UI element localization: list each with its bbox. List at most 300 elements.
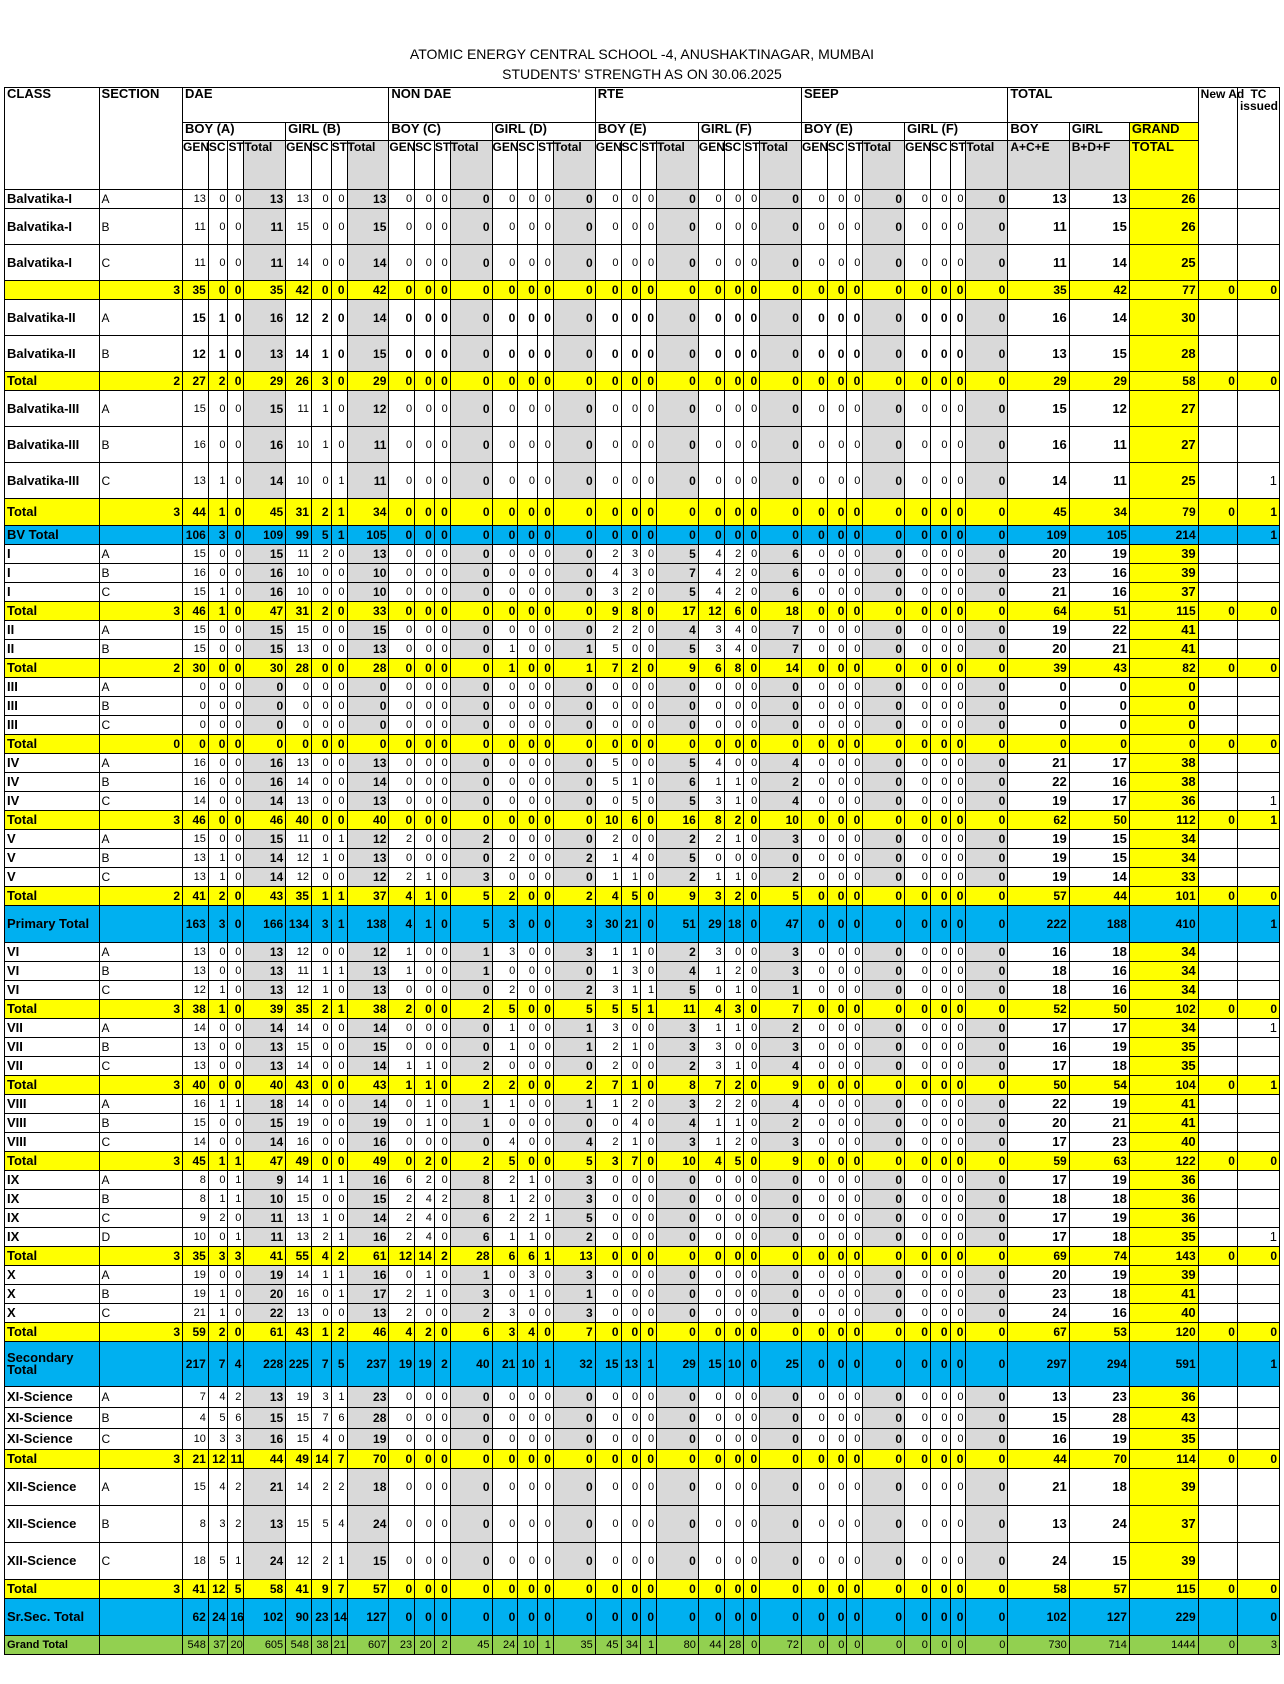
value-cell: 5: [657, 583, 699, 602]
value-cell: 102: [1129, 1000, 1198, 1019]
value-cell: 1: [724, 1057, 744, 1076]
value-cell: 0: [966, 1469, 1008, 1506]
value-cell: 0: [1069, 678, 1129, 697]
value-cell: 2: [450, 1152, 492, 1171]
value-cell: 35: [286, 1000, 312, 1019]
value-cell: 0: [621, 427, 641, 463]
table-row: [5, 545, 1280, 564]
value-cell: 2: [760, 1019, 802, 1038]
value-cell: 1: [208, 1095, 228, 1114]
value-cell: 17: [1008, 1133, 1069, 1152]
value-cell: 0: [537, 1266, 553, 1285]
value-cell: 0: [228, 1000, 244, 1019]
value-cell: 5: [657, 849, 699, 868]
value-cell: 0: [827, 1387, 847, 1408]
value-cell: 16: [183, 773, 209, 792]
value-cell: 0: [641, 962, 657, 981]
value-cell: 8: [724, 659, 744, 678]
value-cell: 0: [905, 1285, 931, 1304]
value-cell: 0: [657, 300, 699, 336]
value-cell: 12: [208, 1580, 228, 1599]
value-cell: 237: [347, 1342, 389, 1387]
value-cell: 0: [434, 526, 450, 545]
value-cell: 1: [331, 1387, 347, 1408]
value-cell: 122: [1129, 1152, 1198, 1171]
value-cell: 0: [641, 1019, 657, 1038]
value-cell: 2: [724, 811, 744, 830]
value-cell: 50: [1008, 1076, 1069, 1095]
value-cell: 34: [1129, 981, 1198, 1000]
value-cell: 0: [537, 621, 553, 640]
value-cell: 0: [450, 463, 492, 499]
value-cell: 1: [492, 1038, 518, 1057]
value-cell: 0: [657, 1469, 699, 1506]
value-cell: 16: [244, 427, 286, 463]
value-cell: 0: [827, 1636, 847, 1655]
value-cell: 11: [347, 427, 389, 463]
table-row: [5, 830, 1280, 849]
value-cell: 0: [863, 1387, 905, 1408]
value-cell: 19: [183, 1266, 209, 1285]
value-cell: 0: [434, 887, 450, 906]
value-cell: 11: [228, 1450, 244, 1469]
value-cell: 0: [744, 697, 760, 716]
value-cell: 0: [537, 1190, 553, 1209]
value-cell: 13: [1008, 336, 1069, 372]
value-cell: 0: [415, 300, 435, 336]
value-cell: 1: [724, 1019, 744, 1038]
value-cell: 3: [724, 1000, 744, 1019]
value-cell: 12: [183, 981, 209, 1000]
value-cell: 0: [698, 1247, 724, 1266]
value-cell: 0: [492, 463, 518, 499]
value-cell: 12: [286, 849, 312, 868]
subtotal-row: [5, 1000, 1280, 1019]
value-cell: 0: [492, 1543, 518, 1580]
value-cell: 2: [724, 962, 744, 981]
value-cell: 8: [183, 1190, 209, 1209]
value-cell: [1198, 1342, 1237, 1387]
value-cell: 1: [1237, 792, 1279, 811]
value-cell: 0: [621, 463, 641, 499]
value-cell: 2: [553, 887, 595, 906]
value-cell: 0: [863, 1636, 905, 1655]
value-cell: 0: [827, 1057, 847, 1076]
value-cell: 0: [553, 372, 595, 391]
value-cell: 0: [966, 621, 1008, 640]
value-cell: 21: [244, 1469, 286, 1506]
value-cell: 21: [183, 1450, 209, 1469]
value-cell: 72: [760, 1636, 802, 1655]
value-cell: 0: [641, 906, 657, 943]
value-cell: 1: [621, 1133, 641, 1152]
value-cell: 0: [641, 735, 657, 754]
value-cell: 0: [657, 427, 699, 463]
value-cell: 0: [827, 1000, 847, 1019]
value-cell: 15: [244, 1408, 286, 1429]
value-cell: 13: [1008, 190, 1069, 209]
value-cell: 2: [492, 849, 518, 868]
value-cell: 0: [724, 209, 744, 245]
value-cell: [1237, 621, 1279, 640]
value-cell: 0: [518, 1152, 538, 1171]
value-cell: 0: [801, 735, 827, 754]
value-cell: 0: [801, 1599, 827, 1636]
value-cell: 22: [1008, 1095, 1069, 1114]
value-cell: 0: [950, 427, 966, 463]
value-cell: 0: [760, 526, 802, 545]
value-cell: 19: [1008, 868, 1069, 887]
section-cell: A: [99, 190, 183, 209]
value-cell: 0: [905, 1429, 931, 1450]
value-cell: 0: [389, 209, 415, 245]
value-cell: 0: [950, 830, 966, 849]
value-cell: 0: [966, 906, 1008, 943]
value-cell: 0: [492, 602, 518, 621]
value-cell: 12: [347, 830, 389, 849]
value-cell: 1: [389, 943, 415, 962]
value-cell: 0: [950, 463, 966, 499]
value-cell: 0: [518, 602, 538, 621]
value-cell: 1: [553, 1019, 595, 1038]
value-cell: 0: [553, 1114, 595, 1133]
value-cell: 16: [244, 1429, 286, 1450]
value-cell: 0: [966, 1506, 1008, 1543]
value-cell: 25: [1129, 463, 1198, 499]
value-cell: 0: [641, 1285, 657, 1304]
value-cell: 3: [621, 564, 641, 583]
value-cell: 6: [760, 583, 802, 602]
value-cell: 3: [553, 943, 595, 962]
value-cell: 0: [553, 391, 595, 427]
value-cell: 0: [537, 499, 553, 526]
value-cell: 0: [415, 602, 435, 621]
value-cell: 0: [698, 1190, 724, 1209]
table-row: [5, 427, 1280, 463]
value-cell: 14: [311, 1450, 331, 1469]
value-cell: 35: [286, 887, 312, 906]
value-cell: 0: [1069, 697, 1129, 716]
value-cell: 0: [641, 754, 657, 773]
value-cell: 0: [863, 190, 905, 209]
value-cell: 0: [847, 1076, 863, 1095]
value-cell: 0: [621, 830, 641, 849]
value-cell: 0: [208, 697, 228, 716]
value-cell: 0: [966, 697, 1008, 716]
value-cell: 0: [331, 697, 347, 716]
value-cell: 16: [244, 583, 286, 602]
value-cell: 0: [553, 1429, 595, 1450]
value-cell: 0: [450, 499, 492, 526]
value-cell: 0: [847, 1171, 863, 1190]
value-cell: 0: [801, 1266, 827, 1285]
value-cell: 0: [331, 336, 347, 372]
value-cell: 14: [183, 1019, 209, 1038]
value-cell: 0: [228, 583, 244, 602]
value-cell: 1: [208, 336, 228, 372]
value-cell: 1: [595, 1095, 621, 1114]
value-cell: 3: [698, 943, 724, 962]
value-cell: 0: [801, 1095, 827, 1114]
value-cell: 41: [183, 1580, 209, 1599]
value-cell: 0: [698, 526, 724, 545]
value-cell: 0: [698, 190, 724, 209]
value-cell: 0: [847, 391, 863, 427]
value-cell: 1: [641, 1342, 657, 1387]
value-cell: 0: [657, 1599, 699, 1636]
value-cell: 0: [415, 1387, 435, 1408]
value-cell: 10: [760, 811, 802, 830]
value-cell: 15: [1069, 336, 1129, 372]
value-cell: 0: [966, 1000, 1008, 1019]
value-cell: 0: [863, 1152, 905, 1171]
value-cell: 0: [228, 1266, 244, 1285]
report-subtitle: STUDENTS' STRENGTH AS ON 30.06.2025: [502, 66, 782, 82]
value-cell: 0: [1129, 678, 1198, 697]
value-cell: 90: [286, 1599, 312, 1636]
header-col-gen: GEN: [492, 141, 518, 190]
value-cell: 14: [347, 245, 389, 281]
value-cell: 1: [1237, 463, 1279, 499]
value-cell: 35: [553, 1636, 595, 1655]
value-cell: 0: [966, 1543, 1008, 1580]
value-cell: 0: [621, 281, 641, 300]
value-cell: 0: [847, 943, 863, 962]
value-cell: 0: [492, 1506, 518, 1543]
value-cell: 0: [208, 792, 228, 811]
value-cell: 11: [244, 209, 286, 245]
value-cell: 3: [698, 1057, 724, 1076]
value-cell: 0: [698, 1171, 724, 1190]
table-row: [5, 792, 1280, 811]
value-cell: 0: [657, 281, 699, 300]
value-cell: 0: [744, 602, 760, 621]
value-cell: 0: [518, 499, 538, 526]
value-cell: 0: [434, 868, 450, 887]
value-cell: 0: [311, 1285, 331, 1304]
value-cell: 0: [1198, 1323, 1237, 1342]
value-cell: 0: [827, 300, 847, 336]
value-cell: 0: [641, 1429, 657, 1450]
value-cell: 4: [621, 1114, 641, 1133]
value-cell: 0: [641, 1580, 657, 1599]
value-cell: 13: [621, 1342, 641, 1387]
value-cell: [1198, 1095, 1237, 1114]
section-cell: C: [99, 1209, 183, 1228]
value-cell: 0: [208, 640, 228, 659]
value-cell: 0: [847, 1636, 863, 1655]
value-cell: 6: [492, 1247, 518, 1266]
value-cell: 0: [389, 545, 415, 564]
class-cell: XII-Science: [5, 1506, 100, 1543]
value-cell: 16: [1008, 300, 1069, 336]
value-cell: 0: [698, 281, 724, 300]
value-cell: 0: [518, 1506, 538, 1543]
value-cell: [1237, 209, 1279, 245]
value-cell: 0: [641, 300, 657, 336]
value-cell: 0: [966, 583, 1008, 602]
value-cell: 15: [286, 1190, 312, 1209]
value-cell: 120: [1129, 1323, 1198, 1342]
value-cell: 15: [1069, 209, 1129, 245]
value-cell: 3: [311, 372, 331, 391]
value-cell: 0: [905, 792, 931, 811]
value-cell: 41: [1129, 1285, 1198, 1304]
value-cell: 0: [905, 1019, 931, 1038]
value-cell: 0: [966, 962, 1008, 981]
value-cell: 1: [311, 336, 331, 372]
value-cell: 228: [244, 1342, 286, 1387]
value-cell: 0: [1237, 602, 1279, 621]
value-cell: 0: [905, 1228, 931, 1247]
value-cell: 0: [450, 1429, 492, 1450]
value-cell: 0: [1198, 887, 1237, 906]
value-cell: 0: [518, 1133, 538, 1152]
value-cell: 0: [905, 1387, 931, 1408]
class-cell: Secondary Total: [5, 1342, 100, 1387]
value-cell: [1198, 906, 1237, 943]
value-cell: [1198, 1133, 1237, 1152]
subtotal-row: [5, 281, 1280, 300]
value-cell: 0: [827, 1543, 847, 1580]
value-cell: 0: [641, 463, 657, 499]
value-cell: 41: [1129, 1114, 1198, 1133]
value-cell: 13: [183, 849, 209, 868]
value-cell: 0: [389, 1429, 415, 1450]
value-cell: 0: [492, 678, 518, 697]
value-cell: 2: [450, 1076, 492, 1095]
value-cell: 0: [347, 716, 389, 735]
value-cell: 0: [760, 716, 802, 735]
value-cell: 2: [621, 659, 641, 678]
value-cell: 0: [1008, 716, 1069, 735]
value-cell: 2: [311, 300, 331, 336]
value-cell: [1198, 1599, 1237, 1636]
value-cell: 0: [760, 735, 802, 754]
value-cell: 19: [1069, 1038, 1129, 1057]
value-cell: 0: [847, 621, 863, 640]
value-cell: 0: [208, 962, 228, 981]
value-cell: 0: [208, 943, 228, 962]
value-cell: 0: [863, 1019, 905, 1038]
value-cell: 0: [657, 1171, 699, 1190]
value-cell: 29: [347, 372, 389, 391]
value-cell: 22: [244, 1304, 286, 1323]
value-cell: 4: [698, 564, 724, 583]
value-cell: 0: [228, 906, 244, 943]
header-col-st: ST: [434, 141, 450, 190]
value-cell: 0: [450, 526, 492, 545]
value-cell: 16: [244, 564, 286, 583]
value-cell: 0: [641, 678, 657, 697]
value-cell: 0: [183, 716, 209, 735]
value-cell: 3: [492, 1323, 518, 1342]
value-cell: 0: [847, 659, 863, 678]
value-cell: [1198, 1019, 1237, 1038]
value-cell: 0: [553, 1506, 595, 1543]
value-cell: 0: [244, 678, 286, 697]
value-cell: 0: [518, 640, 538, 659]
value-cell: 0: [434, 906, 450, 943]
value-cell: 4: [657, 621, 699, 640]
value-cell: 0: [744, 1171, 760, 1190]
value-cell: 0: [930, 640, 950, 659]
value-cell: 0: [966, 526, 1008, 545]
value-cell: 1: [331, 962, 347, 981]
value-cell: 0: [434, 372, 450, 391]
value-cell: 0: [641, 868, 657, 887]
value-cell: 1: [208, 849, 228, 868]
value-cell: 0: [492, 1450, 518, 1469]
value-cell: 0: [518, 943, 538, 962]
value-cell: 12: [286, 868, 312, 887]
value-cell: 41: [286, 1580, 312, 1599]
value-cell: 19: [1008, 849, 1069, 868]
value-cell: 0: [950, 336, 966, 372]
value-cell: 30: [1129, 300, 1198, 336]
value-cell: 0: [827, 1247, 847, 1266]
value-cell: 19: [389, 1342, 415, 1387]
value-cell: 0: [434, 1266, 450, 1285]
class-cell: Total: [5, 1152, 100, 1171]
value-cell: 0: [208, 1114, 228, 1133]
value-cell: 20: [415, 1636, 435, 1655]
value-cell: 0: [950, 583, 966, 602]
value-cell: 0: [518, 659, 538, 678]
value-cell: 34: [621, 1636, 641, 1655]
value-cell: 0: [228, 1019, 244, 1038]
value-cell: 548: [286, 1636, 312, 1655]
section-cell: C: [99, 868, 183, 887]
value-cell: 0: [537, 245, 553, 281]
value-cell: 0: [389, 621, 415, 640]
value-cell: 0: [434, 1133, 450, 1152]
value-cell: 217: [183, 1342, 209, 1387]
value-cell: 24: [1008, 1543, 1069, 1580]
class-cell: V: [5, 830, 100, 849]
value-cell: 1: [760, 981, 802, 1000]
value-cell: 0: [698, 300, 724, 336]
value-cell: 35: [1129, 1057, 1198, 1076]
value-cell: 0: [950, 906, 966, 943]
value-cell: 1: [641, 1000, 657, 1019]
value-cell: 3: [553, 1171, 595, 1190]
value-cell: 12: [347, 391, 389, 427]
value-cell: 3: [450, 868, 492, 887]
value-cell: 0: [863, 1543, 905, 1580]
value-cell: 0: [827, 602, 847, 621]
value-cell: 0: [492, 1599, 518, 1636]
section-cell: B: [99, 209, 183, 245]
value-cell: 2: [228, 1469, 244, 1506]
value-cell: 1: [311, 1323, 331, 1342]
value-cell: 19: [1008, 830, 1069, 849]
class-cell: XI-Science: [5, 1429, 100, 1450]
value-cell: [1237, 1266, 1279, 1285]
value-cell: 3: [208, 1247, 228, 1266]
value-cell: [1237, 849, 1279, 868]
value-cell: 29: [1069, 372, 1129, 391]
value-cell: 0: [905, 1408, 931, 1429]
section-cell: [99, 906, 183, 943]
value-cell: 0: [595, 697, 621, 716]
value-cell: 1: [621, 868, 641, 887]
value-cell: 28: [286, 659, 312, 678]
value-cell: 0: [801, 391, 827, 427]
value-cell: 0: [657, 1304, 699, 1323]
value-cell: 0: [331, 209, 347, 245]
value-cell: 0: [950, 1342, 966, 1387]
